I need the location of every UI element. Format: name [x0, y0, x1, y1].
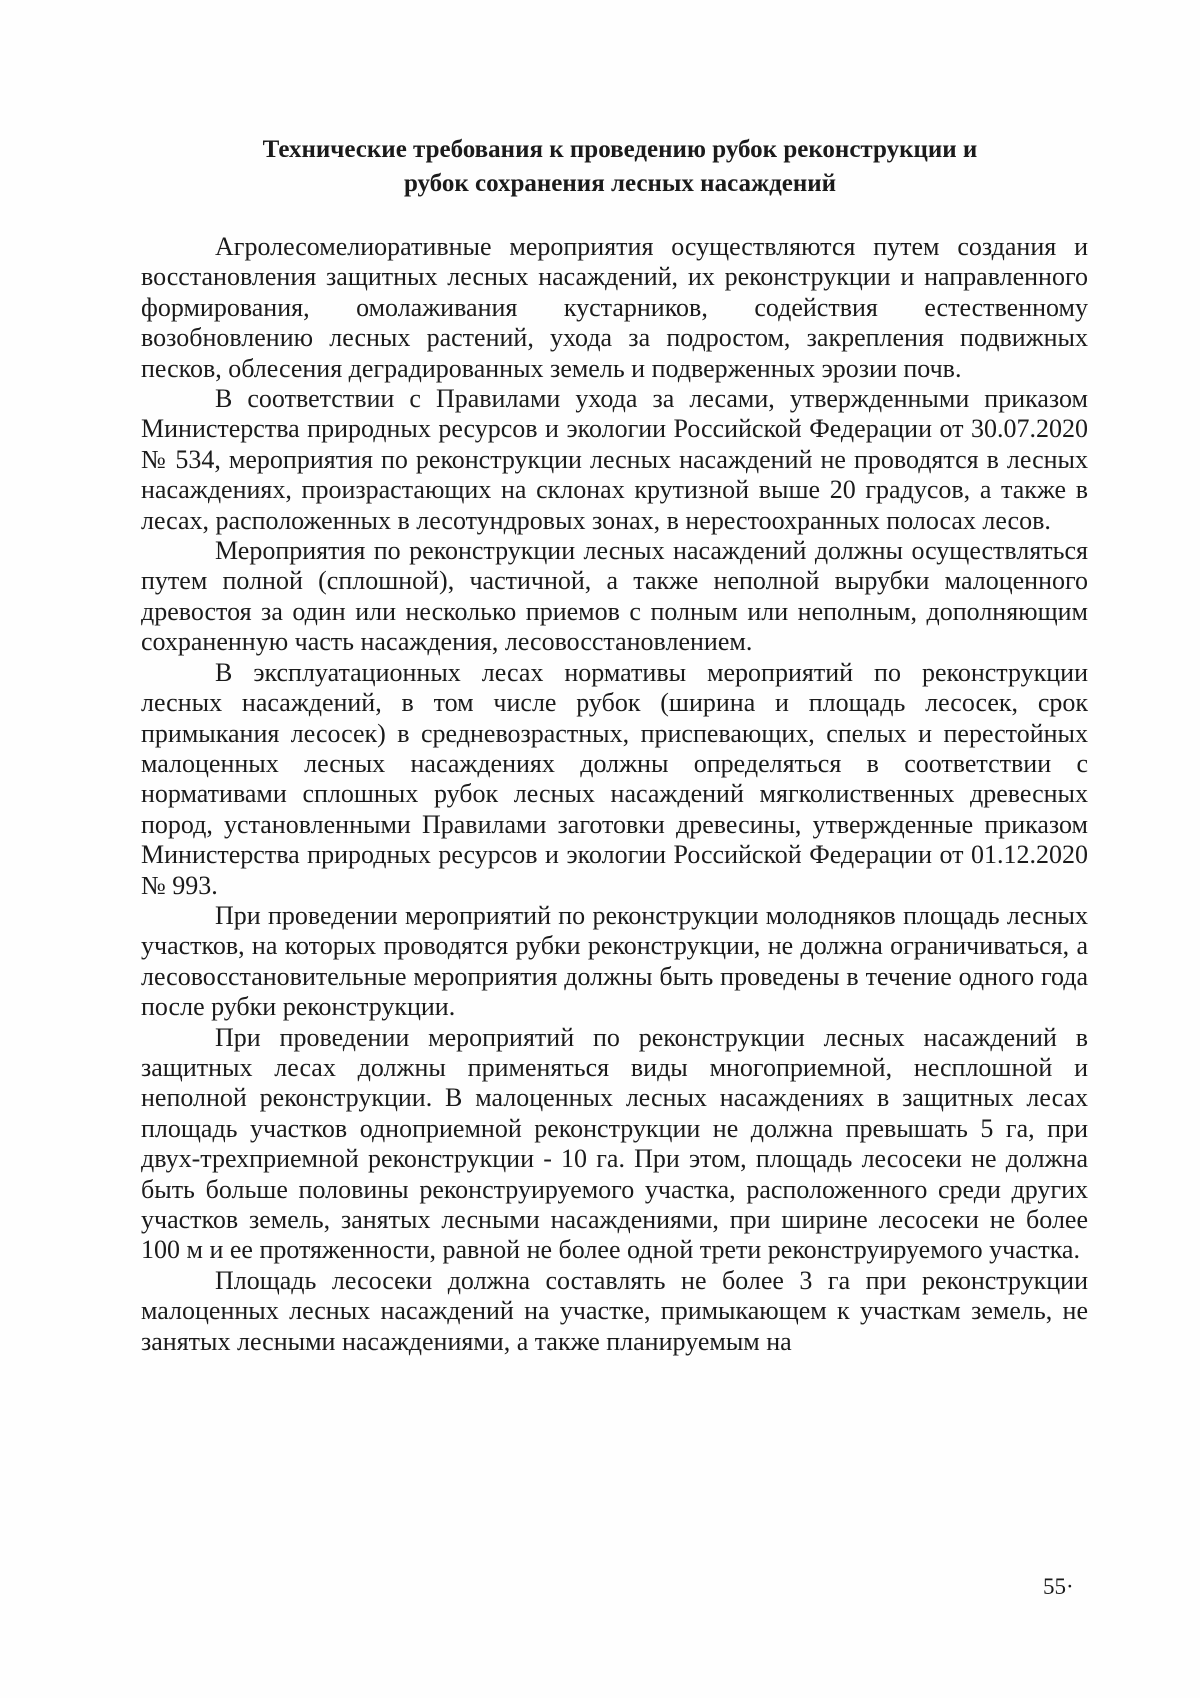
paragraph-agroforestry: Агролесомелиоративные мероприятия осуществляются путем создания и восстановления защитных лесных насаждений, их реконструкции и направленного формирования, омолаживания кустарников, содействия естественному возобновлению лесных растений, ухода за подростом, закрепления подвижных песков, облесения деградированных земель и подверженных эрозии почв. [141, 232, 1088, 383]
title-line-1: Технические требования к проведению рубок реконструкции и [262, 136, 978, 163]
paragraph-young-stands: При проведении мероприятий по реконструкции молодняков площадь лесных участков, на которых проводятся рубки реконструкции, не должна ограничиваться, а лесовосстановительные мероприятия должны быть проведены в течение одного года после рубки реконструкции. [141, 900, 1088, 1022]
paragraph-protective-forests: При проведении мероприятий по реконструкции лесных насаждений в защитных лесах должны применяться виды многоприемной, несплошной и неполной реконструкции. В малоценных лесных насаждениях в защитных лесах площадь участков одноприемной реконструкции не должна превышать 5 га, при двух-трехприемной реконструкции - 10 га. При этом, площадь лесосеки не должна быть больше половины реконструируемого участка, расположенного среди других участков земель, занятых лесными насаждениями, при ширине лесосеки не более 100 м и ее протяженности, равной не более одной трети реконструируемого участка. [141, 1022, 1088, 1265]
document-title [150, 133, 1090, 201]
paragraph-cutting-area: Площадь лесосеки должна составлять не более 3 га при реконструкции малоценных лесных насаждений на участке, примыкающем к участкам земель, не занятых лесными насаждениями, а также планируемым на [141, 1265, 1088, 1356]
paragraph-exploitation-forests: В эксплуатационных лесах нормативы мероприятий по реконструкции лесных насаждений, в том числе рубок (ширина и площадь лесосек, срок примыкания лесосек) в средневозрастных, приспевающих, спелых и перестойных малоценных лесных насаждениях должны определяться в соответствии с нормативами сплошных рубок лесных насаждений мягколиственных древесных пород, установленными Правилами заготовки древесины, утвержденные приказом Министерства природных ресурсов и экологии Российской Федерации от 01.12.2020 № 993. [141, 657, 1088, 900]
document-body [141, 232, 1088, 1357]
paragraph-reconstruction-methods: Мероприятия по реконструкции лесных насаждений должны осуществляться путем полной (сплошной), частичной, а также неполной вырубки малоценного древостоя за один или несколько приемов с полным или неполным, дополняющим сохраненную часть насаждения, лесовосстановлением. [141, 536, 1088, 657]
title-line-2: рубок сохранения лесных насаждений [403, 170, 837, 197]
paragraph-care-rules: В соответствии с Правилами ухода за лесами, утвержденными приказом Министерства природных ресурсов и экологии Российской Федерации от 30.07.2020 № 534, мероприятия по реконструкции лесных насаждений не проводятся в лесных насаждениях, произрастающих на склонах крутизной выше 20 градусов, а также в лесах, расположенных в лесотундровых зонах, в нерестоохранных полосах лесов. [141, 384, 1088, 535]
page-number: 55· [1043, 1574, 1074, 1599]
